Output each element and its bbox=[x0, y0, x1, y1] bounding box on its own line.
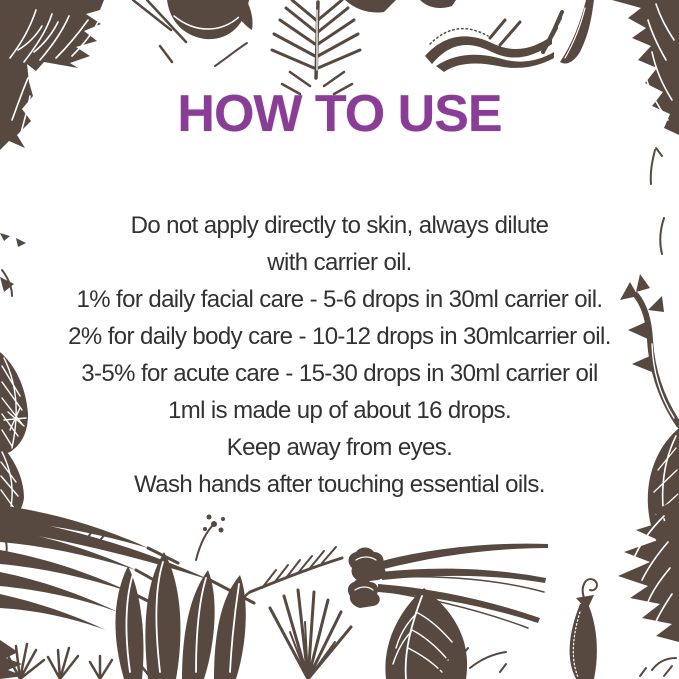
instruction-line: 2% for daily body care - 10-12 drops in 30mlcarrier oil. bbox=[68, 323, 611, 350]
instruction-line: 1ml is made up of about 16 drops. bbox=[167, 397, 512, 424]
chili-pepper-illustration bbox=[570, 579, 597, 679]
instruction-line: Keep away from eyes. bbox=[226, 434, 453, 461]
curved-stem-illustration bbox=[560, 0, 594, 64]
wave-motif-illustration bbox=[425, 29, 554, 72]
serrated-round-leaf-illustration bbox=[133, 0, 253, 66]
page-title: HOW TO USE bbox=[177, 85, 502, 143]
dash-strokes-illustration bbox=[490, 12, 562, 52]
pine-needle-tuft-illustration bbox=[270, 590, 351, 679]
agave-leaves-illustration bbox=[115, 515, 245, 679]
dandelion-leaves-illustration bbox=[618, 498, 679, 676]
rosemary-sprig-illustration bbox=[272, 0, 456, 94]
instruction-line: Do not apply directly to skin, always dilute bbox=[130, 212, 549, 239]
usage-instructions bbox=[0, 207, 679, 503]
instruction-line: 1% for daily facial care - 5-6 drops in 30ml carrier oil. bbox=[76, 286, 603, 313]
instruction-line: Wash hands after touching essential oils. bbox=[134, 471, 545, 498]
instruction-line: with carrier oil. bbox=[267, 249, 412, 276]
instruction-line: 3-5% for acute care - 15-30 drops in 30ml carrier oil bbox=[81, 360, 598, 387]
